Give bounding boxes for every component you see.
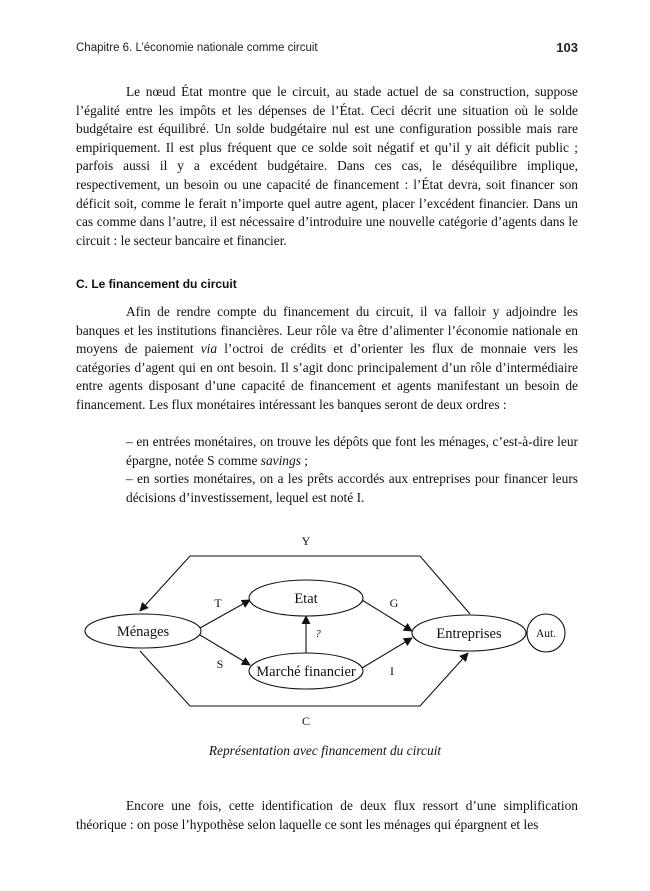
running-header-chapter: Chapitre 6. L’économie nationale comme circuit (76, 42, 318, 54)
page-number: 103 (556, 40, 578, 55)
paragraph-text-a: Afin de rendre compte du financement du circuit, il va falloir y adjoindre les banques et les institutions financières. Leur rôle va être d’alimenter l’économie nationale en moyens de paiement (76, 304, 578, 357)
list-item-text: – en sorties monétaires, on a les prêts accordés aux entreprises pour financer leurs décisions d’investissement, lequel est noté I. (126, 471, 578, 505)
flow-t-arrow (200, 600, 250, 628)
flow-c-label: C (301, 714, 311, 728)
paragraph-text: Encore une fois, cette identification de deux flux ressort d’une simplification théorique : on pose l’hypothèse selon laquelle ce sont les ménages qui épargnent et les (76, 798, 578, 832)
flow-y-label: Y (301, 534, 311, 548)
node-aut-label: Aut. (535, 628, 557, 640)
flow-i-arrow (362, 638, 412, 668)
flow-g-arrow (362, 600, 412, 631)
flow-i-label: I (390, 664, 394, 678)
node-entreprises-label: Entreprises (436, 626, 502, 642)
paragraph-text: Le nœud État montre que le circuit, au stade actuel de sa construction, suppose l’égalité entre les impôts et les dépenses de l’État. Ceci décrit une situation où le solde budgétaire est équilibré. Un solde budgétaire nul est une configuration possible mais rare empiriquement. Il est plus fréquent que ce solde soit négatif et qu’il y ait déficit public ; parfois aussi il y a excédent budgétaire. Dans ces cas, le déséquilibre implique, respectivement, un besoin ou une capacité de financement : l’État devra, soit financer son déficit soit, comme le ferait n’importe quel autre agent, placer l’excédent financier. Dans un cas comme dans l’autre, il est nécessaire d’introduire une nouvelle catégorie d’agents dans le circuit : le secteur bancaire et financier. (76, 84, 578, 248)
emphasis-savings: savings (260, 452, 301, 468)
list-item-text: – en entrées monétaires, on trouve les dépôts que font les ménages, c’est-à-dire leur épargne, notée S comme (126, 434, 578, 468)
node-marche-financier-label: Marché financier (256, 664, 356, 680)
flow-question-label: ? (315, 628, 321, 640)
flow-g-label: G (389, 596, 399, 610)
flow-s-label: S (216, 657, 224, 671)
node-menages-label: Ménages (116, 624, 170, 640)
flow-s-arrow (200, 635, 250, 665)
paragraph-conclusion (76, 797, 578, 834)
figure-caption: Représentation avec financement du circuit (208, 743, 442, 758)
section-heading: C. Le financement du circuit (76, 277, 237, 291)
flow-t-label: T (214, 596, 222, 610)
list-item-text-end: ; (300, 452, 308, 468)
node-etat-label: Etat (294, 591, 318, 607)
paragraph-text-b: l’octroi de crédits et d’orienter les flux de monnaie vers les catégories d’agent qui en ont besoin. Il s’agit donc principalement d’un rôle d’intermédiaire entre agents disposant d’une capacité de financement et agents manifestant un besoin de financement. Les flux monétaires intéressant les banques seront de deux ordres : (76, 341, 578, 412)
emphasis-via: via (200, 341, 218, 357)
